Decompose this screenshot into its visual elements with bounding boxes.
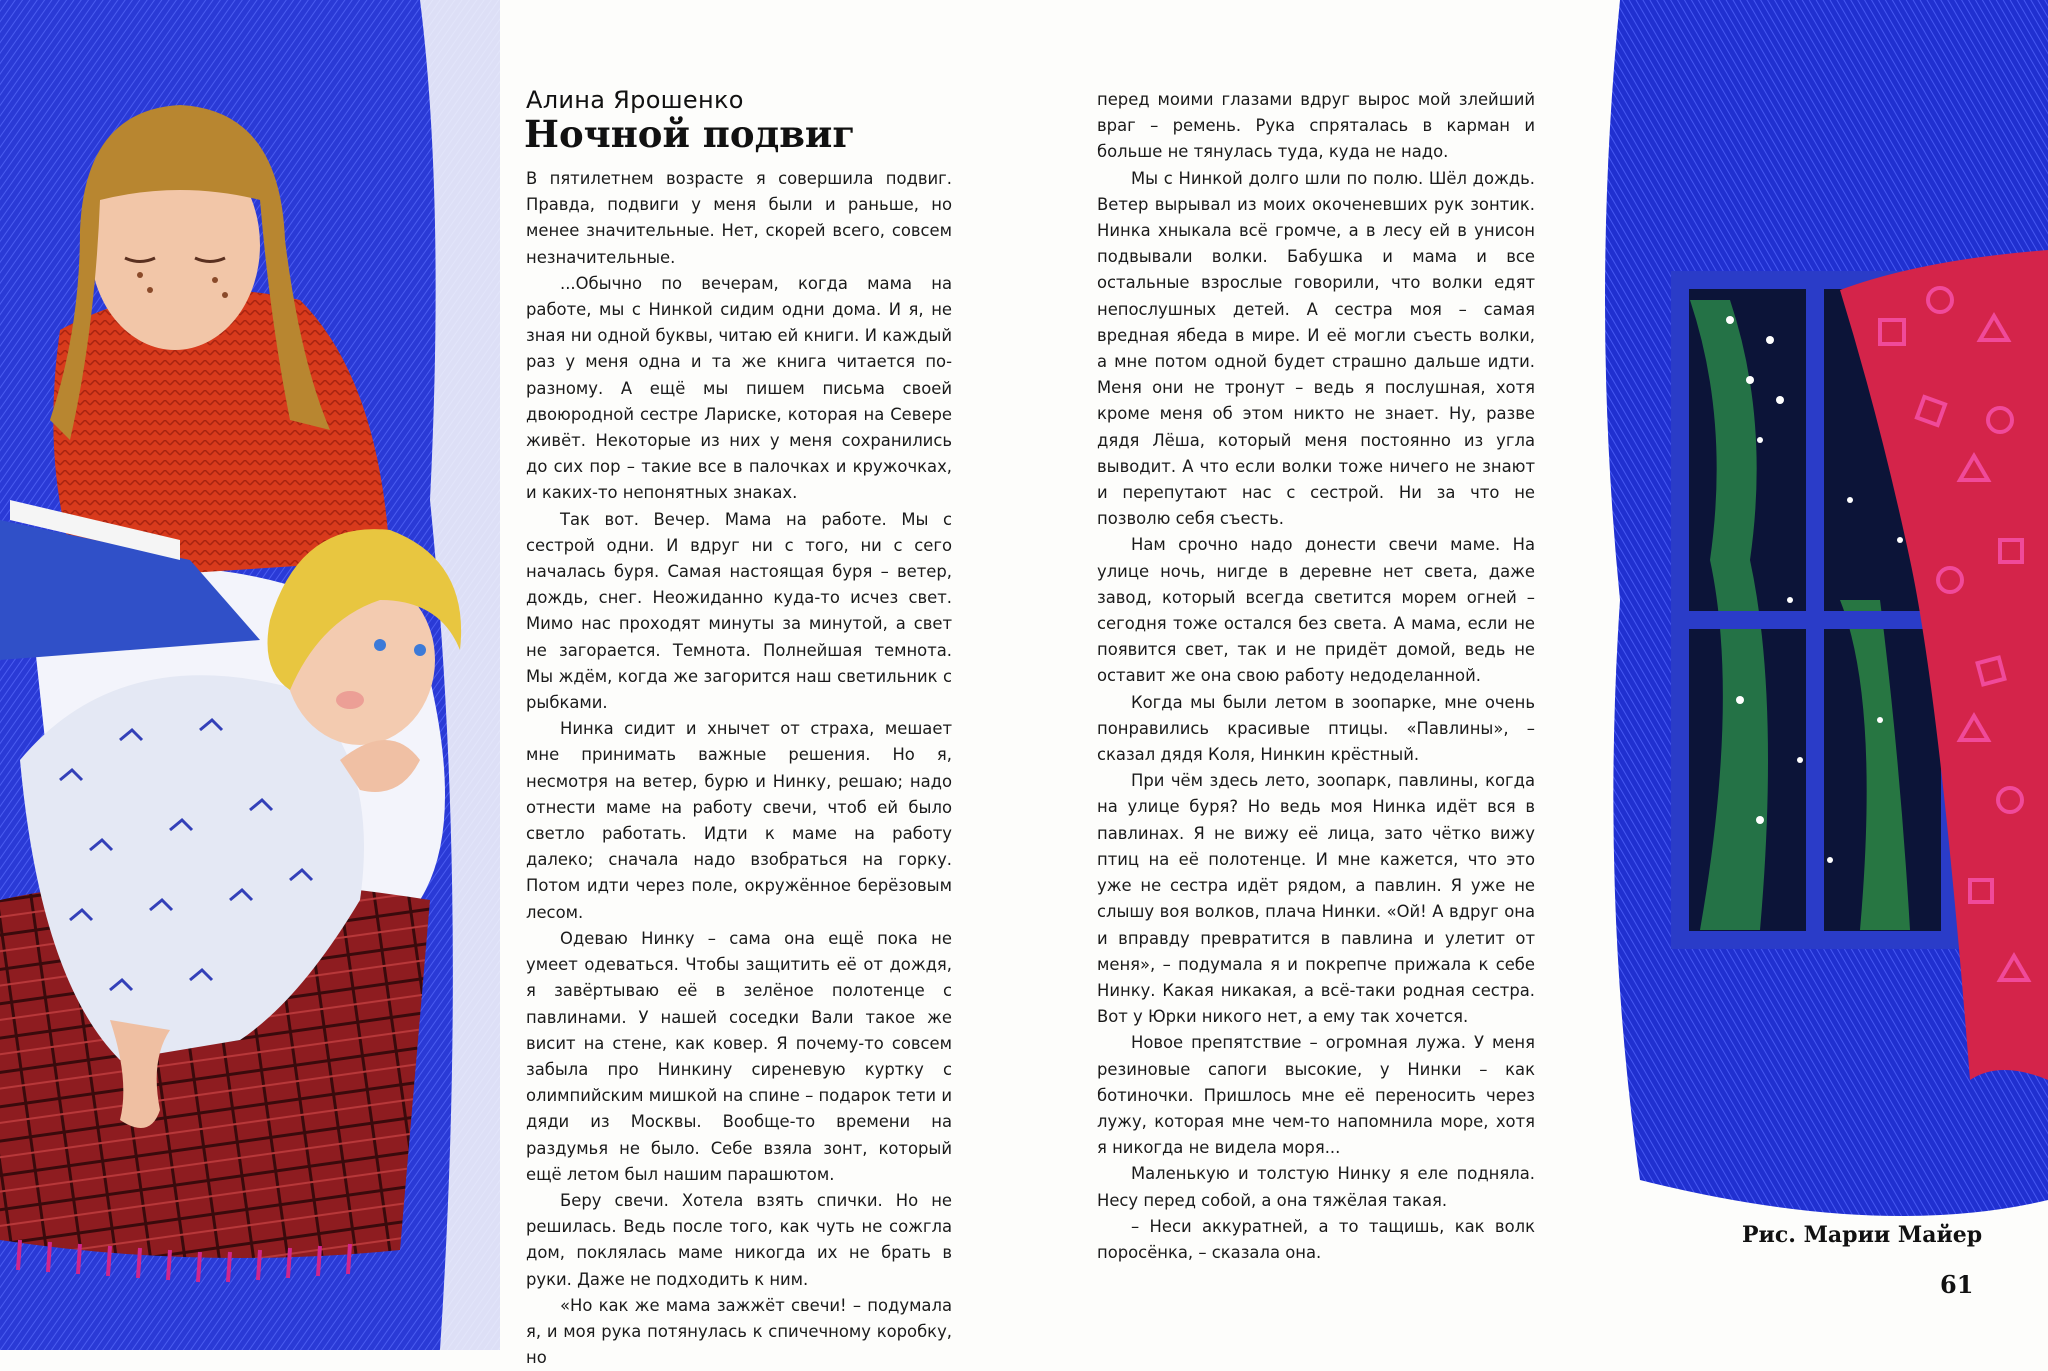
right-illustration [1580, 0, 2048, 1350]
paragraph: В пятилетнем возрасте я совершила подвиг. Правда, подвиги у меня были и раньше, но менее значительные. Нет, скорей всего, совсем незначительные. [526, 169, 952, 267]
article-author: Алина Ярошенко [526, 86, 744, 114]
paragraph: Новое препятствие – огромная лужа. У меня резиновые сапоги высокие, у Нинки – как ботиночки. Пришлось мне её переносить через лужу, которая мне чем-то напомнила море, хотя я никогда не видела моря... [1097, 1033, 1535, 1158]
paragraph: Нам срочно надо донести свечи маме. На улице ночь, нигде в деревне нет света, даже завод, который всегда светится морем огней – сегодня тоже остался без света. А мама, если не появится свет, так и не придёт домой, ведь не оставит же она свою работу недоделанной. [1097, 535, 1535, 686]
illustration-credit: Рис. Марии Майер [1742, 1222, 1983, 1248]
paragraph: Так вот. Вечер. Мама на работе. Мы с сестрой одни. И вдруг ни с того, ни с сего началась буря. Самая настоящая буря – ветер, дождь, снег. Неожиданно куда-то исчез свет. Мимо нас проходят минуты за минутой, а свет не загорается. Темнота. Полнейшая темнота. Мы ждём, когда же загорится наш светильник с рыбками. [526, 509, 952, 713]
paragraph: – Неси аккуратней, а то тащишь, как волк поросёнка, – сказала она. [1097, 1216, 1535, 1262]
paragraph: Одеваю Нинку – сама она ещё пока не умеет одеваться. Чтобы защитить её от дождя, я завёртываю её в зелёное полотенце с павлинами. У нашей соседки Вали такое же висит на стене, как ковер. Я почему-то совсем забыла про Нинкину сиреневую куртку с олимпийским мишкой на спине – подарок тети и дяди из Москвы. Вообще-то времени на раздумья не было. Себе взяла зонт, который ещё летом был нашим парашютом. [526, 928, 952, 1184]
paragraph: перед моими глазами вдруг вырос мой злейший враг – ремень. Рука спряталась в карман и больше не тянулась туда, куда не надо. [1097, 90, 1535, 162]
paragraph: Беру свечи. Хотела взять спички. Но не решилась. Ведь после того, как чуть не сожгла дом, поклялась маме никогда их не брать в руки. Даже не подходить к ним. [526, 1190, 952, 1289]
paragraph: ...Обычно по вечерам, когда мама на работе, мы с Нинкой сидим одни дома. И я, не зная ни одной буквы, читаю ей книги. И каждый раз у меня одна и та же книга читается по-разному. А ещё мы пишем письма своей двоюродной сестре Лариске, которая на Севере живёт. Некоторые из них у меня сохранились до сих пор – такие все в палочках и кружочках, и каких-то непонятных знаках. [526, 273, 952, 503]
article-title: Ночной подвиг [524, 112, 856, 156]
paragraph: «Но как же мама зажжёт свечи! – подумала я, и моя рука потянулась к спичечному коробку, но [526, 1295, 952, 1368]
paragraph: Когда мы были летом в зоопарке, мне очень понравились красивые птицы. «Павлины», – сказал дядя Коля, Нинкин крёстный. [1097, 692, 1535, 765]
text-column-left [526, 166, 952, 1371]
text-column-right [1097, 87, 1535, 1266]
paragraph: При чём здесь лето, зоопарк, павлины, когда на улице буря? Но ведь моя Нинка идёт вся в павлинах. Я не вижу её лица, зато чётко вижу птиц на её полотенце. И мне кажется, что это уже не сестра идёт рядом, а павлин. Я уже не слышу воя волков, плача Нинки. «Ой! А вдруг она и вправду превратится в павлина и улетит от меня», – подумала я и покрепче прижала к себе Нинку. Какая никакая, а всё-таки родная сестра. Вот у Юрки никого нет, а ему так хочется. [1097, 771, 1535, 1027]
page-number: 61 [1940, 1270, 1974, 1299]
left-illustration [0, 0, 500, 1350]
paragraph: Мы с Нинкой долго шли по полю. Шёл дождь. Ветер вырывал из моих окоченевших рук зонтик. Нинка хныкала всё громче, а в лесу ей в унисон подвывали волки. Бабушка и мама и все остальные взрослые говорили, что волки едят непослушных детей. А сестра моя – самая вредная ябеда в мире. И её могли съесть волки, а мне потом одной будет страшно дальше идти. Меня они не тронут – ведь я послушная, хотя кроме меня об этом никто не знает. Ну, разве дядя Лёша, который меня постоянно из угла выводит. А что если волки тоже ничего не знают и перепутают нас с сестрой. Ни за что не позволю себя съесть. [1097, 168, 1535, 529]
paragraph: Маленькую и толстую Нинку я еле подняла. Несу перед собой, а она тяжёлая такая. [1097, 1164, 1535, 1210]
paragraph: Нинка сидит и хнычет от страха, мешает мне принимать важные решения. Но я, несмотря на ветер, бурю и Нинку, решаю; надо отнести маме на работу свечи, чтоб ей было светло работать. Идти к маме на работу далеко; сначала надо взобраться на горку. Потом идти через поле, окружённое берёзовым лесом. [526, 719, 952, 922]
